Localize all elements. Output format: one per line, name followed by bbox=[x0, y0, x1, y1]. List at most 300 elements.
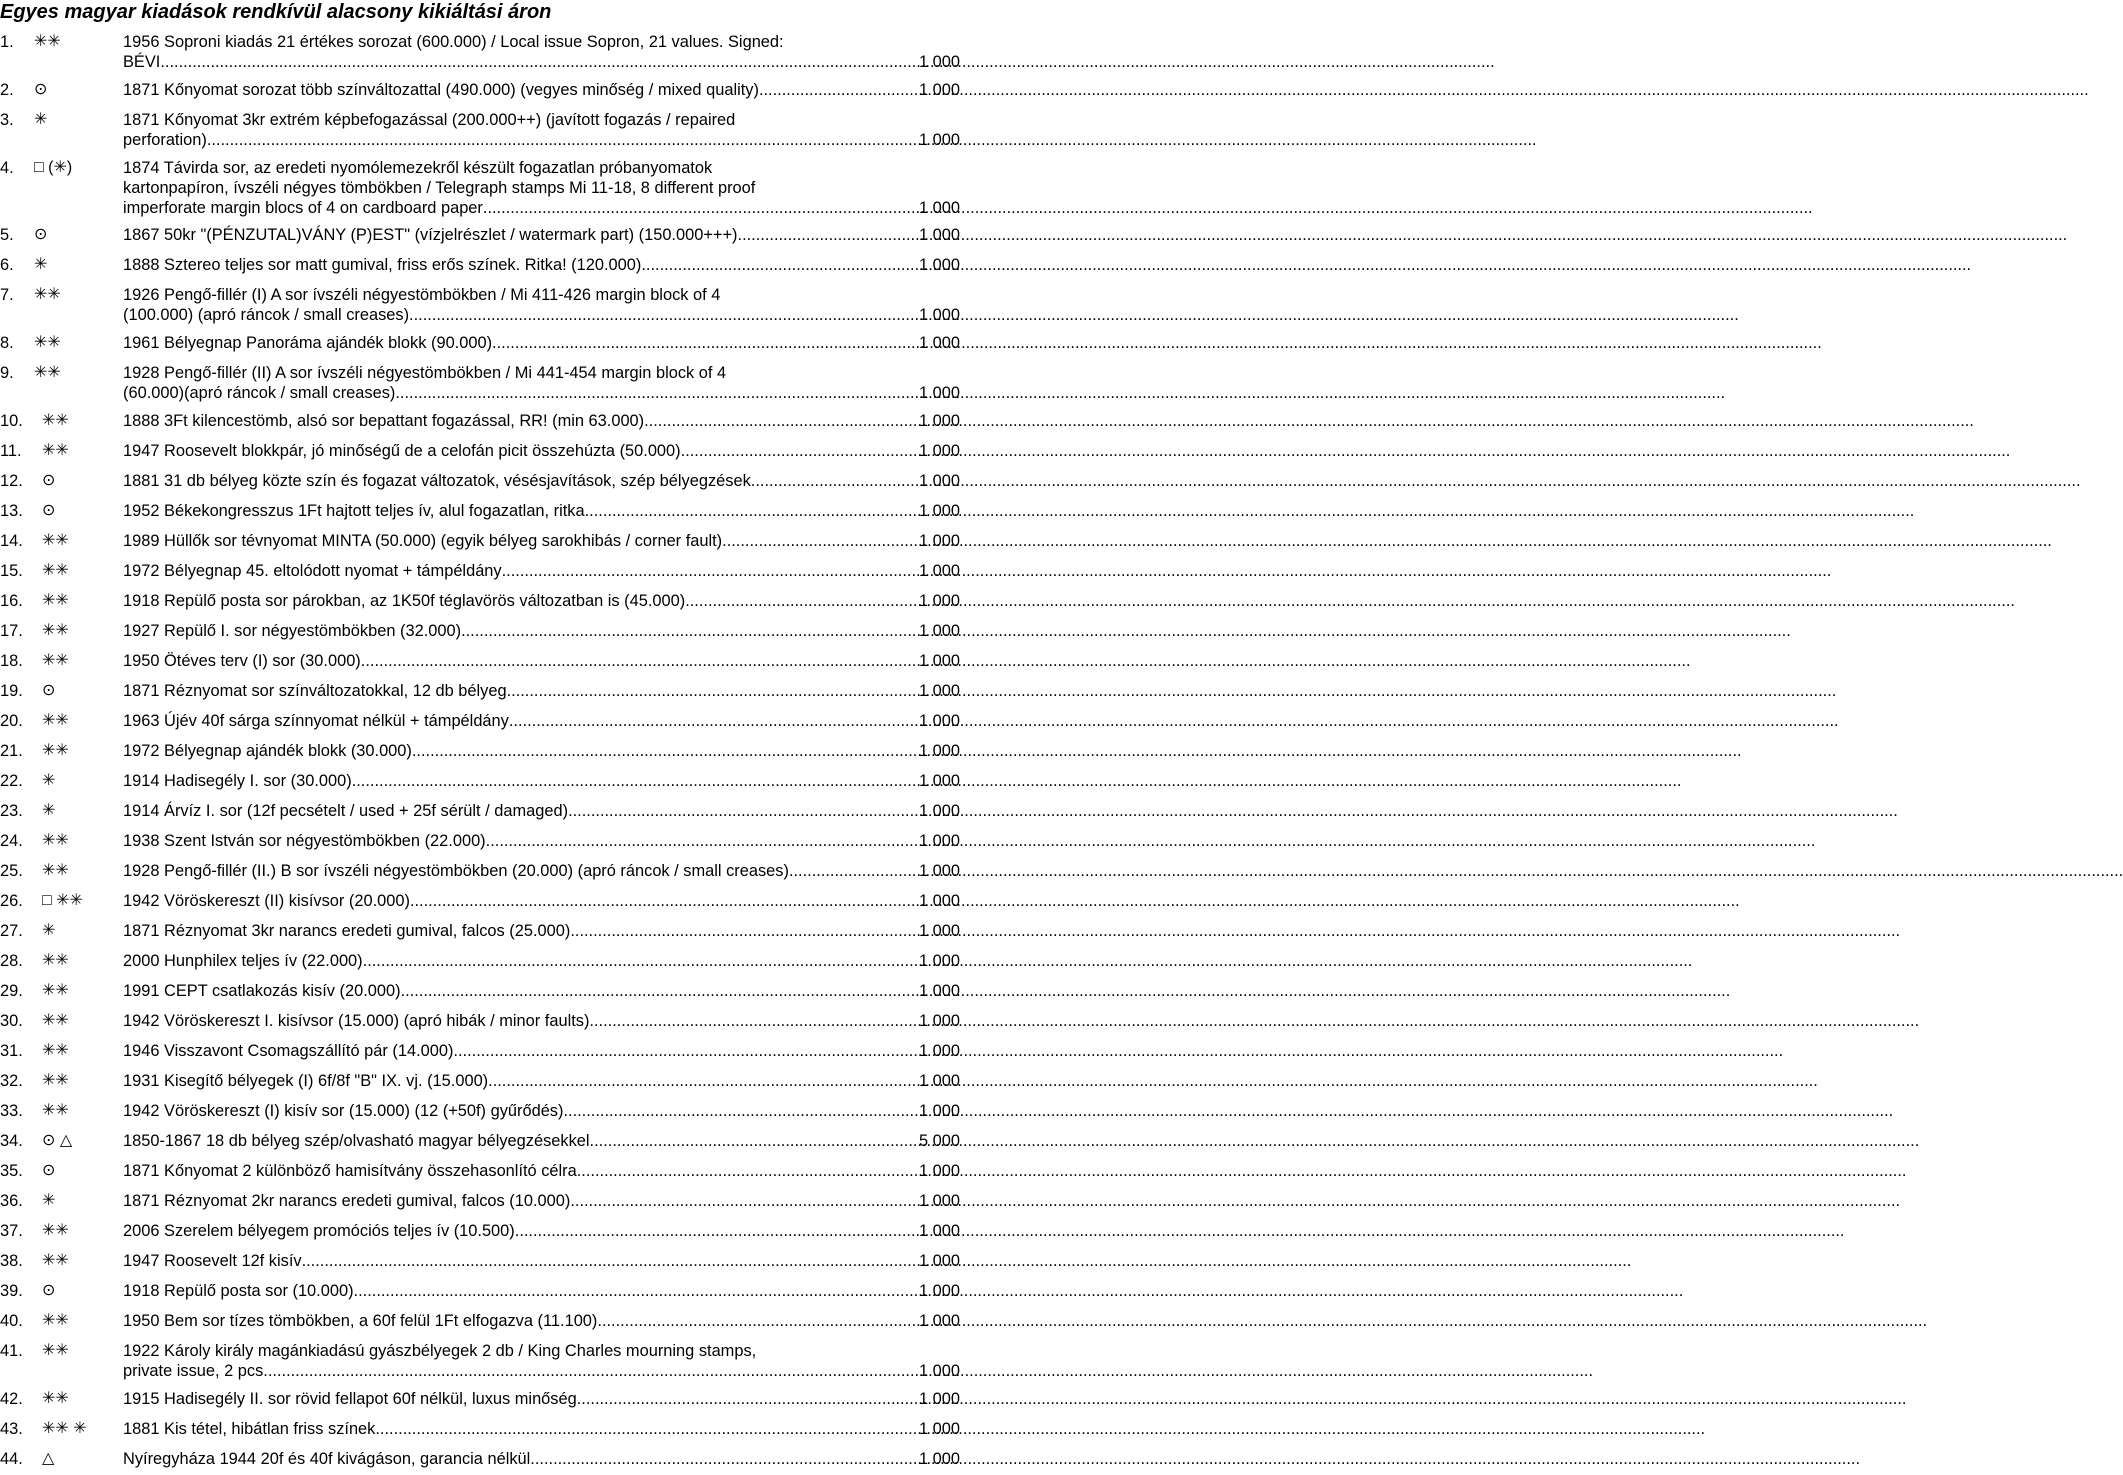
lot-row bbox=[0, 1415, 960, 1445]
lot-price: 1 000 bbox=[918, 1450, 960, 1468]
lot-number: 4. bbox=[0, 159, 14, 177]
lot-title: imperforate margin blocs of 4 on cardboard paper bbox=[123, 199, 483, 217]
condition-icon: ✳✳ bbox=[42, 652, 69, 669]
lot-price: 5 000 bbox=[918, 1132, 960, 1150]
lot-title: 1972 Bélyegnap 45. eltolódott nyomat + támpéldány bbox=[123, 562, 502, 580]
lot-description-line: 1922 Károly király magánkiadású gyászbélyegek 2 db / King Charles mourning stamps, bbox=[123, 1342, 757, 1360]
lot-price-line bbox=[123, 130, 960, 150]
lot-title: 1881 Kis tétel, hibátlan friss színek bbox=[123, 1420, 376, 1438]
lot-number: 39. bbox=[0, 1282, 23, 1300]
lot-number: 2. bbox=[0, 81, 14, 99]
lot-row bbox=[0, 1157, 960, 1187]
lot-title: 1952 Békekongresszus 1Ft hajtott teljes ív, alul fogazatlan, ritka bbox=[123, 502, 585, 520]
lot-number: 41. bbox=[0, 1342, 23, 1360]
lot-price: 1 000 bbox=[918, 1282, 960, 1300]
lot-row bbox=[0, 28, 960, 76]
lot-price: 1 000 bbox=[918, 1162, 960, 1180]
condition-icon: ✳✳ bbox=[42, 832, 69, 849]
lot-row bbox=[0, 251, 960, 281]
lot-description bbox=[123, 891, 960, 911]
dot-leader bbox=[375, 1419, 919, 1439]
lot-number: 37. bbox=[0, 1222, 23, 1240]
lot-number: 21. bbox=[0, 742, 23, 760]
lot-title: 1947 Roosevelt 12f kisív bbox=[123, 1252, 302, 1270]
condition-icon: □ (✳) bbox=[34, 159, 73, 176]
lot-description bbox=[123, 711, 960, 731]
lot-title: 1871 Réznyomat sor színváltozatokkal, 12 db bélyeg bbox=[123, 682, 507, 700]
lot-row bbox=[0, 797, 960, 827]
lot-number: 43. bbox=[0, 1420, 23, 1438]
dot-leader bbox=[486, 831, 919, 851]
lot-title: 1942 Vöröskereszt (I) kisív sor (15.000) (12 (+50f) gyűrődés) bbox=[123, 1102, 564, 1120]
lot-price: 1 000 bbox=[918, 1222, 960, 1240]
lot-number: 22. bbox=[0, 772, 23, 790]
lot-number: 34. bbox=[0, 1132, 23, 1150]
lot-description bbox=[123, 411, 960, 431]
lot-description bbox=[123, 158, 960, 218]
lot-price-line bbox=[123, 1389, 960, 1409]
lot-price: 1 000 bbox=[918, 982, 960, 1000]
lot-row bbox=[0, 707, 960, 737]
condition-icon: △ bbox=[42, 1450, 55, 1467]
lot-title: perforation) bbox=[123, 131, 207, 149]
lot-row bbox=[0, 359, 960, 407]
lot-price-line bbox=[123, 471, 960, 491]
lot-price-line bbox=[123, 1251, 960, 1271]
dot-leader bbox=[412, 741, 919, 761]
lot-row bbox=[0, 587, 960, 617]
condition-icon: ✳✳ bbox=[42, 532, 69, 549]
lot-number: 23. bbox=[0, 802, 23, 820]
lot-number: 38. bbox=[0, 1252, 23, 1270]
lot-price-line bbox=[123, 951, 960, 971]
lot-description bbox=[123, 1419, 960, 1439]
lot-price: 1 000 bbox=[918, 442, 960, 460]
lot-title: 1914 Árvíz I. sor (12f pecsételt / used + 25f sérült / damaged) bbox=[123, 802, 569, 820]
lot-price-line bbox=[123, 1449, 960, 1469]
lot-row bbox=[0, 1187, 960, 1217]
lot-price-line bbox=[123, 198, 960, 218]
lot-price-line bbox=[123, 1281, 960, 1301]
lot-price: 1 000 bbox=[918, 1362, 960, 1380]
lot-row bbox=[0, 887, 960, 917]
lot-description bbox=[123, 1251, 960, 1271]
lot-price: 1 000 bbox=[918, 1420, 960, 1438]
lot-row bbox=[0, 437, 960, 467]
lot-price-line bbox=[123, 383, 960, 403]
lot-number: 14. bbox=[0, 532, 23, 550]
lot-price: 1 000 bbox=[918, 922, 960, 940]
lot-price-line bbox=[123, 305, 960, 325]
condition-icon: ⊙ bbox=[42, 502, 56, 519]
lot-description bbox=[123, 651, 960, 671]
lot-title: 2000 Hunphilex teljes ív (22.000) bbox=[123, 952, 363, 970]
lot-price: 1 000 bbox=[918, 1042, 960, 1060]
lot-description-line: 1926 Pengő-fillér (I) A sor ívszéli négyestömbökben / Mi 411-426 margin block of 4 bbox=[123, 286, 721, 304]
lot-title: 1927 Repülő I. sor négyestömbökben (32.000) bbox=[123, 622, 462, 640]
lot-description-line: 1871 Kőnyomat 3kr extrém képbefogazással (200.000++) (javított fogazás / repaired bbox=[123, 111, 736, 129]
lot-description bbox=[123, 951, 960, 971]
lot-price-line bbox=[123, 1131, 960, 1151]
lot-price-line bbox=[123, 651, 960, 671]
dot-leader bbox=[568, 801, 919, 821]
dot-leader bbox=[577, 1389, 919, 1409]
dot-leader bbox=[722, 531, 919, 551]
lot-price: 1 000 bbox=[918, 652, 960, 670]
dot-leader bbox=[361, 651, 919, 671]
lot-price: 1 000 bbox=[918, 832, 960, 850]
lot-price-line bbox=[123, 711, 960, 731]
lot-price: 1 000 bbox=[918, 622, 960, 640]
lot-price: 1 000 bbox=[918, 1390, 960, 1408]
dot-leader bbox=[589, 1011, 919, 1031]
dot-leader bbox=[165, 52, 919, 72]
condition-icon: ✳✳ bbox=[42, 1390, 69, 1407]
condition-icon: ✳✳ bbox=[42, 412, 69, 429]
condition-icon: ✳ bbox=[34, 256, 48, 273]
lot-row bbox=[0, 917, 960, 947]
lot-price: 1 000 bbox=[918, 562, 960, 580]
lot-number: 12. bbox=[0, 472, 23, 490]
dot-leader bbox=[738, 225, 919, 245]
lot-number: 40. bbox=[0, 1312, 23, 1330]
lot-price: 1 000 bbox=[918, 306, 960, 324]
lot-number: 3. bbox=[0, 111, 14, 129]
lot-number: 1. bbox=[0, 33, 14, 51]
lot-title: BÉVI. bbox=[123, 53, 165, 71]
lot-row bbox=[0, 407, 960, 437]
lot-price: 1 000 bbox=[918, 592, 960, 610]
lot-description bbox=[123, 1041, 960, 1061]
condition-icon: ✳✳ bbox=[42, 1012, 69, 1029]
lot-title: 1946 Visszavont Csomagszállító pár (14.000) bbox=[123, 1042, 454, 1060]
dot-leader bbox=[530, 1449, 919, 1469]
lot-price-line bbox=[123, 1041, 960, 1061]
lot-price: 1 000 bbox=[918, 226, 960, 244]
lot-number: 6. bbox=[0, 256, 14, 274]
dot-leader bbox=[759, 80, 919, 100]
lot-title: 1991 CEPT csatlakozás kisív (20.000) bbox=[123, 982, 401, 1000]
lot-title: 1989 Hüllők sor tévnyomat MINTA (50.000) (egyik bélyeg sarokhibás / corner fault) bbox=[123, 532, 723, 550]
lot-row bbox=[0, 1277, 960, 1307]
lot-title: 1931 Kisegítő bélyegek (I) 6f/8f "B" IX. vj. (15.000) bbox=[123, 1072, 489, 1090]
lot-price: 1 000 bbox=[918, 334, 960, 352]
lot-description bbox=[123, 1071, 960, 1091]
lot-row bbox=[0, 329, 960, 359]
lot-number: 27. bbox=[0, 922, 23, 940]
lot-row bbox=[0, 1247, 960, 1277]
condition-icon: ✳✳ bbox=[42, 712, 69, 729]
lot-row bbox=[0, 527, 960, 557]
lot-title: 2006 Szerelem bélyegem promóciós teljes ív (10.500) bbox=[123, 1222, 515, 1240]
lot-row bbox=[0, 1067, 960, 1097]
lot-number: 15. bbox=[0, 562, 23, 580]
dot-leader bbox=[263, 1361, 919, 1381]
lot-price-line bbox=[123, 831, 960, 851]
lot-title: 1871 Réznyomat 3kr narancs eredeti gumival, falcos (25.000) bbox=[123, 922, 571, 940]
lot-price: 1 000 bbox=[918, 772, 960, 790]
lot-description bbox=[123, 225, 960, 245]
lot-price-line bbox=[123, 591, 960, 611]
lot-description bbox=[123, 801, 960, 821]
lot-title: 1961 Bélyegnap Panoráma ajándék blokk (90.000) bbox=[123, 334, 493, 352]
condition-icon: ⊙ bbox=[42, 1282, 56, 1299]
lot-description bbox=[123, 1281, 960, 1301]
condition-icon: ⊙ bbox=[34, 226, 48, 243]
lot-price-line bbox=[123, 501, 960, 521]
condition-icon: ✳✳ bbox=[42, 1222, 69, 1239]
lot-title: 1942 Vöröskereszt I. kisívsor (15.000) (apró hibák / minor faults) bbox=[123, 1012, 590, 1030]
lot-title: 1972 Bélyegnap ajándék blokk (30.000) bbox=[123, 742, 412, 760]
lot-price-line bbox=[123, 1191, 960, 1211]
dot-leader bbox=[585, 501, 919, 521]
lot-number: 31. bbox=[0, 1042, 23, 1060]
lot-title: (100.000) (apró ráncok / small creases) bbox=[123, 306, 410, 324]
lot-title: 1918 Repülő posta sor párokban, az 1K50f téglavörös változatban is (45.000) bbox=[123, 592, 686, 610]
lot-row bbox=[0, 1037, 960, 1067]
lot-title: 1938 Szent István sor négyestömbökben (22.000) bbox=[123, 832, 486, 850]
lot-row bbox=[0, 857, 960, 887]
lot-description bbox=[123, 1311, 960, 1331]
dot-leader bbox=[352, 771, 919, 791]
condition-icon: ✳✳ bbox=[42, 562, 69, 579]
lot-list bbox=[0, 28, 960, 1475]
condition-icon: ✳✳ bbox=[34, 286, 61, 303]
lot-row bbox=[0, 767, 960, 797]
lot-price-line bbox=[123, 225, 960, 245]
lot-row bbox=[0, 647, 960, 677]
lot-price-line bbox=[123, 1011, 960, 1031]
lot-description bbox=[123, 531, 960, 551]
dot-leader bbox=[207, 130, 919, 150]
lot-number: 30. bbox=[0, 1012, 23, 1030]
condition-icon: ✳✳ bbox=[42, 1252, 69, 1269]
lot-price: 1 000 bbox=[918, 256, 960, 274]
condition-icon: ✳✳ bbox=[42, 952, 69, 969]
lot-price-line bbox=[123, 1161, 960, 1181]
lot-number: 33. bbox=[0, 1102, 23, 1120]
lot-price-line bbox=[123, 441, 960, 461]
lot-price-line bbox=[123, 52, 960, 72]
dot-leader bbox=[644, 411, 919, 431]
lot-row bbox=[0, 1097, 960, 1127]
lot-number: 35. bbox=[0, 1162, 23, 1180]
lot-description bbox=[123, 363, 960, 403]
lot-number: 36. bbox=[0, 1192, 23, 1210]
condition-icon: ⊙ bbox=[42, 1162, 56, 1179]
lot-description bbox=[123, 621, 960, 641]
lot-price: 1 000 bbox=[918, 472, 960, 490]
lot-price: 1 000 bbox=[918, 892, 960, 910]
lot-number: 32. bbox=[0, 1072, 23, 1090]
lot-price-line bbox=[123, 891, 960, 911]
condition-icon: ✳ bbox=[42, 802, 56, 819]
lot-price: 1 000 bbox=[918, 412, 960, 430]
lot-price: 1 000 bbox=[918, 1252, 960, 1270]
lot-description bbox=[123, 741, 960, 761]
lot-description bbox=[123, 471, 960, 491]
lot-number: 7. bbox=[0, 286, 14, 304]
lot-price-line bbox=[123, 621, 960, 641]
condition-icon: ✳✳ bbox=[42, 742, 69, 759]
lot-price: 1 000 bbox=[918, 712, 960, 730]
condition-icon: ✳✳ bbox=[42, 982, 69, 999]
dot-leader bbox=[302, 1251, 919, 1271]
dot-leader bbox=[685, 591, 919, 611]
condition-icon: ✳✳ bbox=[34, 334, 61, 351]
lot-price-line bbox=[123, 921, 960, 941]
lot-title: 1963 Újév 40f sárga színnyomat nélkül + támpéldány bbox=[123, 712, 509, 730]
lot-title: 1871 Kőnyomat 2 különböző hamisítvány összehasonlító célra bbox=[123, 1162, 577, 1180]
lot-price-line bbox=[123, 333, 960, 353]
dot-leader bbox=[395, 383, 919, 403]
lot-price-line bbox=[123, 861, 960, 881]
dot-leader bbox=[401, 981, 919, 1001]
lot-description bbox=[123, 681, 960, 701]
lot-description bbox=[123, 1449, 960, 1469]
lot-title: 1867 50kr "(PÉNZUTAL)VÁNY (P)EST" (vízjelrészlet / watermark part) (150.000+++) bbox=[123, 226, 738, 244]
lot-price-line bbox=[123, 741, 960, 761]
dot-leader bbox=[641, 255, 919, 275]
lot-price-line bbox=[123, 1311, 960, 1331]
lot-number: 25. bbox=[0, 862, 23, 880]
lot-row bbox=[0, 947, 960, 977]
condition-icon: ⊙ bbox=[42, 682, 56, 699]
dot-leader bbox=[453, 1041, 919, 1061]
lot-title: 1942 Vöröskereszt (II) kisívsor (20.000) bbox=[123, 892, 410, 910]
lot-description bbox=[123, 441, 960, 461]
lot-title: 1871 Kőnyomat sorozat több színváltozattal (490.000) (vegyes minőség / mixed quality) bbox=[123, 81, 759, 99]
lot-row bbox=[0, 1127, 960, 1157]
lot-row bbox=[0, 1007, 960, 1037]
lot-row bbox=[0, 467, 960, 497]
lot-price-line bbox=[123, 1419, 960, 1439]
condition-icon: ✳✳ bbox=[42, 442, 69, 459]
lot-price-line bbox=[123, 531, 960, 551]
lot-description bbox=[123, 561, 960, 581]
lot-price: 1 000 bbox=[918, 199, 960, 217]
lot-row bbox=[0, 106, 960, 154]
lot-description bbox=[123, 255, 960, 275]
lot-number: 44. bbox=[0, 1450, 23, 1468]
dot-leader bbox=[681, 441, 919, 461]
condition-icon: ⊙ bbox=[34, 81, 48, 98]
lot-title: 1915 Hadisegély II. sor rövid fellapot 60f nélkül, luxus minőség bbox=[123, 1390, 577, 1408]
lot-row bbox=[0, 1217, 960, 1247]
dot-leader bbox=[363, 951, 919, 971]
lot-price-line bbox=[123, 1101, 960, 1121]
lot-title: 1928 Pengő-fillér (II.) B sor ívszéli négyestömbökben (20.000) (apró ráncok / small creases). bbox=[123, 862, 794, 880]
lot-description bbox=[123, 1161, 960, 1181]
lot-price: 1 000 bbox=[918, 53, 960, 71]
dot-leader bbox=[597, 1311, 919, 1331]
lot-price: 1 000 bbox=[918, 952, 960, 970]
lot-price: 1 000 bbox=[918, 1102, 960, 1120]
dot-leader bbox=[483, 198, 919, 218]
lot-price-line bbox=[123, 801, 960, 821]
lot-number: 19. bbox=[0, 682, 23, 700]
dot-leader bbox=[410, 891, 919, 911]
dot-leader bbox=[563, 1101, 919, 1121]
lot-price: 1 000 bbox=[918, 682, 960, 700]
lot-price-line bbox=[123, 411, 960, 431]
lot-price-line bbox=[123, 981, 960, 1001]
lot-row bbox=[0, 1307, 960, 1337]
lot-row bbox=[0, 1385, 960, 1415]
lot-title: 1947 Roosevelt blokkpár, jó minőségű de a celofán picit összehúzta (50.000) bbox=[123, 442, 681, 460]
dot-leader bbox=[751, 471, 919, 491]
lot-description bbox=[123, 1101, 960, 1121]
condition-icon: ⊙ △ bbox=[42, 1132, 73, 1149]
lot-price-line bbox=[123, 771, 960, 791]
condition-icon: ✳✳ bbox=[42, 862, 69, 879]
lot-description bbox=[123, 921, 960, 941]
lot-description bbox=[123, 591, 960, 611]
dot-leader bbox=[354, 1281, 919, 1301]
lot-description bbox=[123, 32, 960, 72]
dot-leader bbox=[507, 681, 919, 701]
dot-leader bbox=[502, 561, 919, 581]
lot-row bbox=[0, 1445, 960, 1475]
lot-price-line bbox=[123, 255, 960, 275]
dot-leader bbox=[794, 861, 919, 881]
lot-row bbox=[0, 497, 960, 527]
page-title: Egyes magyar kiadások rendkívül alacsony kikiáltási áron bbox=[0, 1, 552, 23]
lot-row bbox=[0, 1337, 960, 1385]
condition-icon: ✳✳ bbox=[42, 592, 69, 609]
dot-leader bbox=[461, 621, 919, 641]
lot-row bbox=[0, 827, 960, 857]
lot-price-line bbox=[123, 1071, 960, 1091]
lot-number: 9. bbox=[0, 364, 14, 382]
dot-leader bbox=[409, 305, 919, 325]
lot-title: 1918 Repülő posta sor (10.000) bbox=[123, 1282, 354, 1300]
lot-description bbox=[123, 1389, 960, 1409]
lot-number: 20. bbox=[0, 712, 23, 730]
lot-price: 1 000 bbox=[918, 502, 960, 520]
lot-description bbox=[123, 285, 960, 325]
lot-row bbox=[0, 617, 960, 647]
lot-title: 1881 31 db bélyeg közte szín és fogazat változatok, vésésjavítások, szép bélyegzések bbox=[123, 472, 751, 490]
lot-number: 18. bbox=[0, 652, 23, 670]
lot-number: 5. bbox=[0, 226, 14, 244]
lot-number: 24. bbox=[0, 832, 23, 850]
lot-number: 17. bbox=[0, 622, 23, 640]
condition-icon: ✳ bbox=[42, 1192, 56, 1209]
lot-description bbox=[123, 831, 960, 851]
lot-number: 10. bbox=[0, 412, 23, 430]
lot-description bbox=[123, 333, 960, 353]
lot-number: 28. bbox=[0, 952, 23, 970]
condition-icon: ✳✳ bbox=[42, 1072, 69, 1089]
lot-price: 1 000 bbox=[918, 81, 960, 99]
lot-title: 1950 Ötéves terv (I) sor (30.000) bbox=[123, 652, 361, 670]
lot-title: Nyíregyháza 1944 20f és 40f kivágáson, garancia nélkül bbox=[123, 1450, 531, 1468]
lot-number: 8. bbox=[0, 334, 14, 352]
condition-icon: ✳✳ bbox=[34, 364, 61, 381]
lot-description bbox=[123, 1191, 960, 1211]
lot-price: 1 000 bbox=[918, 742, 960, 760]
lot-price: 1 000 bbox=[918, 1012, 960, 1030]
lot-description bbox=[123, 1131, 960, 1151]
lot-row bbox=[0, 677, 960, 707]
dot-leader bbox=[570, 1191, 919, 1211]
lot-description bbox=[123, 110, 960, 150]
condition-icon: ✳ bbox=[42, 772, 56, 789]
lot-description-line: 1956 Soproni kiadás 21 értékes sorozat (600.000) / Local issue Sopron, 21 values. Signed: bbox=[123, 33, 784, 51]
lot-description bbox=[123, 771, 960, 791]
lot-description-line: 1874 Távirda sor, az eredeti nyomólemezekről készült fogazatlan próbanyomatok bbox=[123, 159, 713, 177]
